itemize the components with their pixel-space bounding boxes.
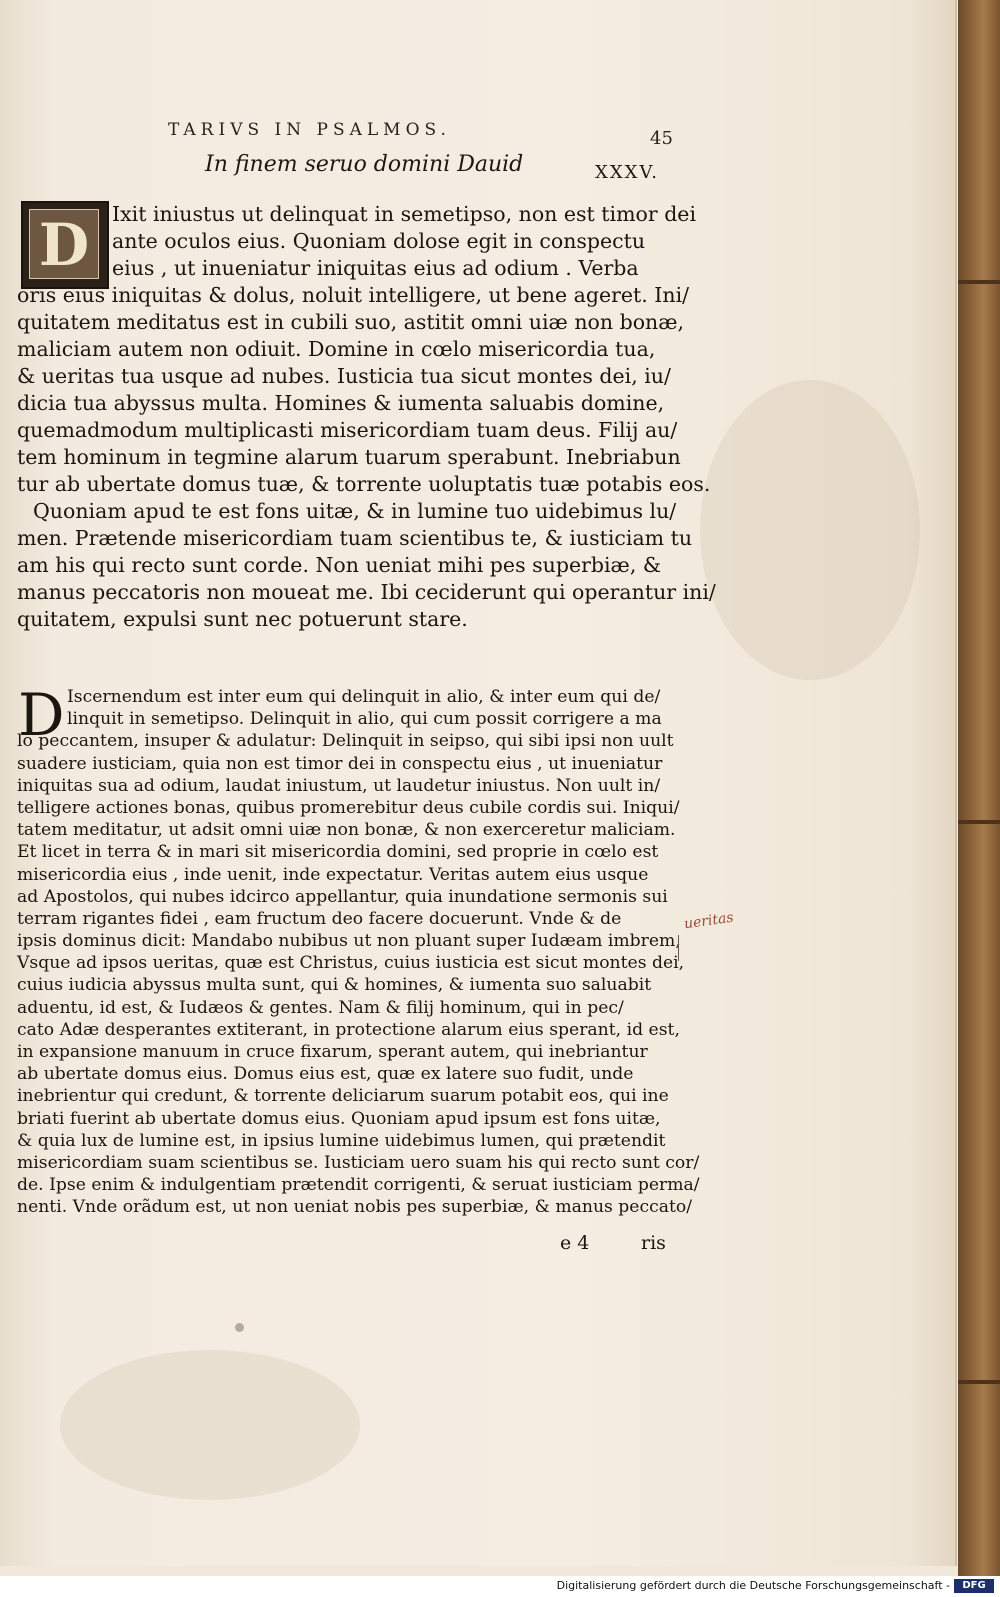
- commentary-line: briati fuerint ab ubertate domus eius. Quoniam apud ipsum est fons uitæ,: [17, 1108, 661, 1129]
- spine-band: [958, 280, 1000, 284]
- commentary-text: [17, 681, 700, 1219]
- psalm-verse-text: [17, 201, 716, 633]
- commentary-line: misericordiam suam scientibus se. Iusticiam uero suam his qui recto sunt cor/: [17, 1152, 700, 1173]
- commentary-line: iniquitas sua ad odium, laudat iniustum, ut laudetur iniustus. Non uult in/: [17, 775, 661, 796]
- verse-line: manus peccatoris non moueat me. Ibi ceciderunt qui operantur ini/: [17, 580, 716, 604]
- commentary-line: lo peccantem, insuper & adulatur: Delinquit in seipso, qui sibi ipsi non uult: [17, 731, 674, 752]
- commentary-line: aduentu, id est, & Iudæos & gentes. Nam & filij hominum, qui in pec/: [17, 997, 624, 1018]
- verse-line: dicia tua abyssus multa. Homines & iumenta saluabis domine,: [17, 391, 665, 415]
- book-spine: [958, 0, 1000, 1576]
- commentary-line: cato Adæ desperantes extiterant, in protectione alarum eius sperant, id est,: [17, 1019, 680, 1040]
- verse-line: quitatem, expulsi sunt nec potuerunt stare.: [17, 607, 468, 631]
- verse-line: Quoniam apud te est fons uitæ, & in lumine tuo uidebimus lu/: [33, 499, 677, 523]
- verse-line: & ueritas tua usque ad nubes. Iusticia tua sicut montes dei, iu/: [17, 364, 671, 388]
- psalm-number: XXXV.: [595, 162, 660, 183]
- commentary-line: suadere iusticiam, quia non est timor dei in conspectu eius , ut inueniatur: [17, 753, 663, 774]
- commentary-line: cuius iudicia abyssus multa sunt, qui & homines, & iumenta suo saluabit: [17, 975, 652, 996]
- spine-band: [958, 1380, 1000, 1384]
- margin-bracket: [670, 935, 679, 961]
- verse-line: ante oculos eius. Quoniam dolose egit in conspectu: [112, 229, 646, 253]
- commentary-line: misericordia eius , inde uenit, inde expectatur. Veritas autem eius usque: [17, 864, 649, 885]
- handwritten-margin-note: ueritas: [683, 909, 735, 933]
- paper-stain: [60, 1350, 360, 1500]
- commentary-line: linquit in semetipso. Delinquit in alio, qui cum possit corrigere a ma: [67, 709, 662, 730]
- commentary-line: Vsque ad ipsos ueritas, quæ est Christus, cuius iusticia est sicut montes dei,: [17, 953, 685, 974]
- verse-line: oris eius iniquitas & dolus, noluit intelligere, ut bene ageret. Ini/: [17, 283, 690, 307]
- commentary-line: nenti. Vnde orãdum est, ut non ueniat nobis pes superbiæ, & manus peccato/: [17, 1197, 693, 1218]
- commentary-line: terram rigantes fidei , eam fructum deo facere docuerunt. Vnde & de: [17, 908, 622, 929]
- signature-mark: e 4: [560, 1232, 590, 1254]
- commentary-dropcap: D: [18, 681, 65, 749]
- verse-line: tur ab ubertate domus tuæ, & torrente uoluptatis tuæ potabis eos.: [17, 472, 711, 496]
- verse-line: maliciam autem non odiuit. Domine in cœlo misericordia tua,: [17, 337, 656, 361]
- commentary-line: de. Ipse enim & indulgentiam prætendit corrigenti, & seruat iusticiam perma/: [17, 1175, 700, 1196]
- commentary-line: ab ubertate domus eius. Domus eius est, quæ ex latere suo fudit, unde: [17, 1064, 634, 1085]
- verse-line: quemadmodum multiplicasti misericordiam tuam deus. Filij au/: [17, 418, 678, 442]
- folio-number: 45: [650, 128, 673, 149]
- verse-line: Ixit iniustus ut delinquat in semetipso, non est timor dei: [112, 202, 696, 226]
- running-head: TARIVS IN PSALMOS.: [168, 120, 451, 140]
- verse-line: quitatem meditatus est in cubili suo, astitit omni uiæ non bonæ,: [17, 310, 685, 334]
- verse-line: tem hominum in tegmine alarum tuarum sperabunt. Inebriabun: [17, 445, 681, 469]
- commentary-line: in expansione manuum in cruce fixarum, sperant autem, qui inebriantur: [17, 1042, 648, 1062]
- verse-line: men. Prætende misericordiam tuam scientibus te, & iusticiam tu: [17, 526, 693, 550]
- commentary-line: ad Apostolos, qui nubes idcirco appellantur, quia inundatione sermonis sui: [17, 886, 668, 907]
- verse-line: am his qui recto sunt corde. Non ueniat mihi pes superbiæ, &: [17, 553, 662, 577]
- commentary-line: inebrientur qui credunt, & torrente deliciarum suarum potabit eos, qui ine: [17, 1086, 669, 1107]
- verse-line: eius , ut inueniatur iniquitas eius ad odium . Verba: [112, 256, 639, 280]
- paper-stain: [700, 380, 920, 680]
- spine-band: [958, 820, 1000, 824]
- footer-bar: [0, 1576, 1000, 1597]
- commentary-line: Iscernendum est inter eum qui delinquit in alio, & inter eum qui de/: [67, 687, 661, 707]
- psalm-title: In finem seruo domini Dauid: [205, 152, 524, 177]
- catchword: ris: [641, 1232, 666, 1254]
- commentary-line: ipsis dominus dicit: Mandabo nubibus ut non pluant super Iudæam imbrem,: [17, 931, 681, 952]
- initial-letter: D: [38, 211, 90, 279]
- dfg-logo: DFG: [954, 1579, 994, 1593]
- paper-hole: [235, 1323, 244, 1332]
- funding-credit: Digitalisierung gefördert durch die Deutsche Forschungsgemeinschaft -: [556, 1579, 950, 1592]
- commentary-line: & quia lux de lumine est, in ipsius lumine uidebimus lumen, qui prætendit: [17, 1130, 666, 1151]
- commentary-line: tatem meditatur, ut adsit omni uiæ non bonæ, & non exerceretur maliciam.: [17, 820, 676, 841]
- commentary-line: telligere actiones bonas, quibus promerebitur deus cubile cordis sui. Iniqui/: [17, 797, 680, 818]
- commentary-line: Et licet in terra & in mari sit misericordia domini, sed proprie in cœlo est: [17, 842, 659, 863]
